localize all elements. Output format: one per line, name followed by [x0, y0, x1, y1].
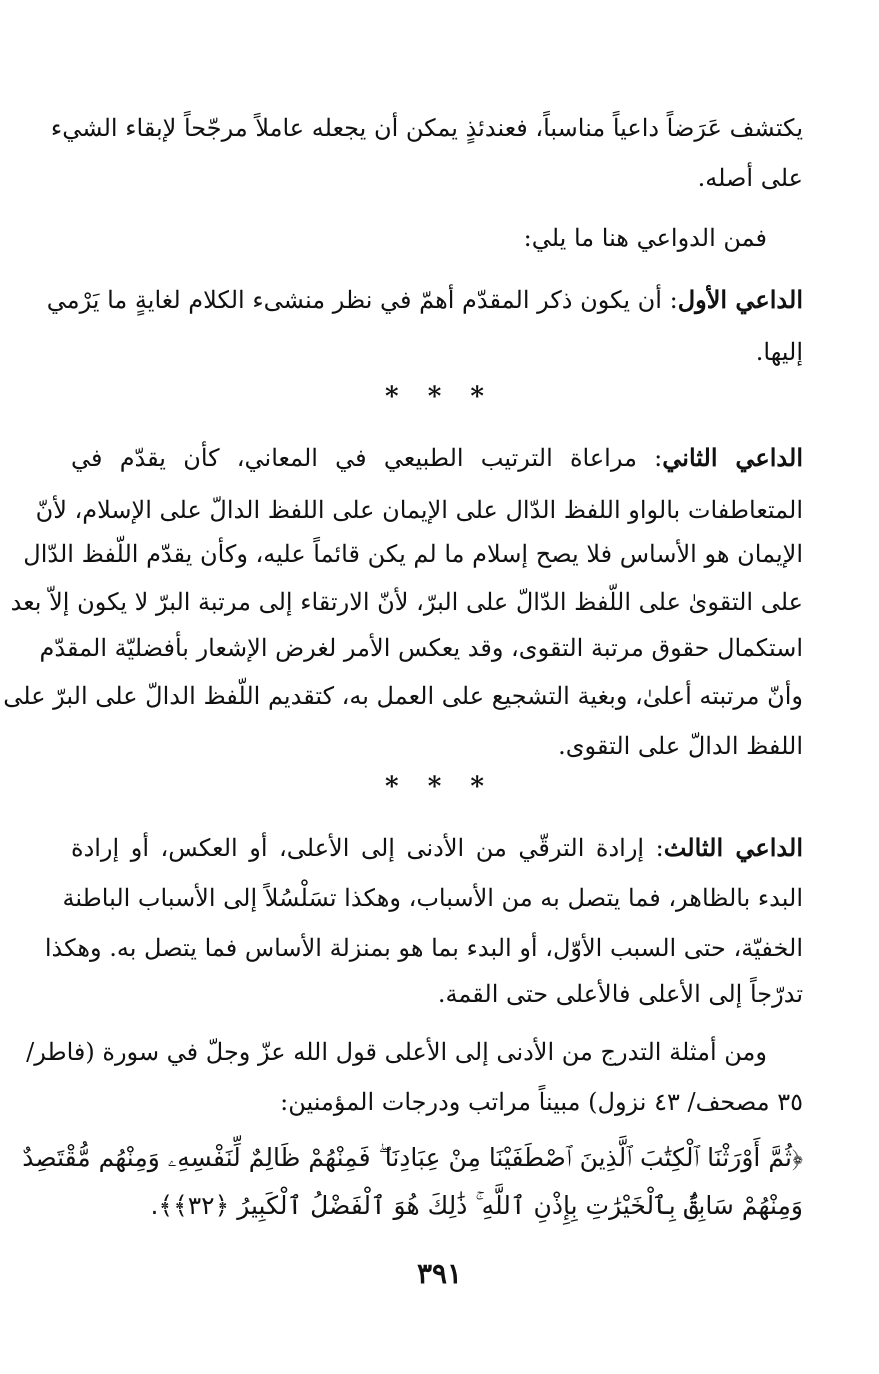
page-number: ٣٩١: [416, 1257, 463, 1290]
text-line: على أصله.: [697, 164, 803, 192]
quran-verse-line: ﴿ثُمَّ أَوْرَثْنَا ٱلْكِتَٰبَ ٱلَّذِينَ ٱصْطَفَيْنَا مِنْ عِبَادِنَا ۖ فَمِنْهُمْ ظَالِمٌ لِّنَفْسِهِۦ وَمِنْهُم مُّقْتَصِدٌ: [22, 1143, 803, 1172]
section-separator: * * *: [385, 772, 494, 802]
text-line: يكتشف عَرَضاً داعياً مناسباً، فعندئذٍ يمكن أن يجعله عاملاً مرجّحاً لإبقاء الشيء: [50, 114, 803, 142]
text-line: البدء بالظاهر، فما يتصل به من الأسباب، وهكذا تسَلْسُلاً إلى الأسباب الباطنة: [62, 884, 803, 912]
quran-verse-line: وَمِنْهُمْ سَابِقٌۢ بِٱلْخَيْرَٰتِ بِإِذْنِ ٱللَّهِ ۚ ذَٰلِكَ هُوَ ٱلْفَضْلُ ٱلْكَبِيرُ ﴿٣٢﴾﴾.: [150, 1191, 803, 1220]
third-motive-label: الداعي الثالث: [663, 833, 803, 862]
text-line: الخفيّة، حتى السبب الأوّل، أو البدء بما هو بمنزلة الأساس فما يتصل به. وهكذا: [44, 934, 803, 962]
text-line: استكمال حقوق مرتبة التقوى، وقد يعكس الأمر لغرض الإشعار بأفضليّة المقدّم: [39, 634, 803, 662]
text-line: المتعاطفات بالواو اللفظ الدّال على الإيمان على اللفظ الدالّ على الإسلام، لأنّ: [35, 496, 803, 524]
paragraph-line: [71, 828, 803, 868]
paragraph-line: [71, 438, 803, 478]
text-line: تدرّجاً إلى الأعلى فالأعلى حتى القمة.: [437, 980, 803, 1008]
text-span: : مراعاة الترتيب الطبيعي في المعاني، كأن يقدّم في: [71, 444, 663, 472]
text-line: الإيمان هو الأساس فلا يصح إسلام ما لم يكن قائماً عليه، وكأن يقدّم اللّفظ الدّال: [23, 540, 803, 568]
section-separator: * * *: [385, 382, 494, 412]
text-line: على التقوىٰ على اللّفظ الدّالّ على البرّ، لأنّ الارتقاء إلى مرتبة البرّ لا يكون إلاّ بعد: [10, 588, 803, 616]
text-line: ومن أمثلة التدرج من الأدنى إلى الأعلى قول الله عزّ وجلّ في سورة (فاطر/: [26, 1038, 767, 1066]
text-span: : أن يكون ذكر المقدّم أهمّ في نظر منشىء الكلام لغايةٍ ما يَرْمي: [46, 286, 678, 314]
text-span: : إرادة الترقّي من الأدنى إلى الأعلى، أو العكس، أو إرادة: [71, 834, 664, 862]
text-line: ٣٥ مصحف/ ٤٣ نزول) مبيناً مراتب ودرجات المؤمنين:: [280, 1088, 803, 1116]
second-motive-label: الداعي الثاني: [662, 443, 803, 472]
text-line: وأنّ مرتبته أعلىٰ، وبغية التشجيع على العمل به، كتقديم اللّفظ الدالّ على البرّ على: [3, 682, 803, 710]
paragraph-line: [46, 280, 803, 320]
text-line: فمن الدواعي هنا ما يلي:: [523, 224, 767, 252]
text-line: إليها.: [755, 338, 803, 366]
first-motive-label: الداعي الأول: [677, 285, 803, 314]
text-line: اللفظ الدالّ على التقوى.: [558, 732, 803, 760]
